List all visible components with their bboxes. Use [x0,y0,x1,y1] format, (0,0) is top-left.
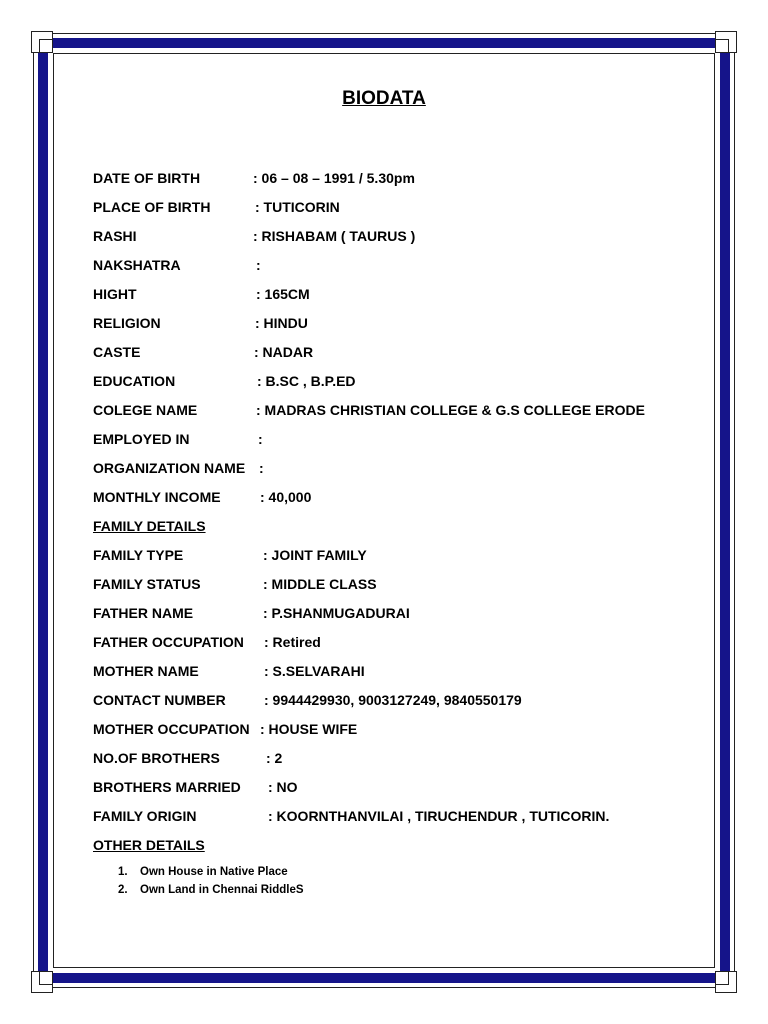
corner-ornament [31,31,61,61]
field-value: : B.SC , B.P.ED [257,373,356,389]
section-heading-row [93,833,713,862]
field-value: : KOORNTHANVILAI , TIRUCHENDUR , TUTICORIN. [268,808,610,824]
field-label: FAMILY STATUS [93,576,201,592]
field-row [93,456,713,485]
field-value: : HOUSE WIFE [260,721,358,737]
field-value: : JOINT FAMILY [263,547,367,563]
list-text: Own House in Native Place [140,866,288,878]
field-label: RASHI [93,228,137,244]
field-label: FAMILY TYPE [93,547,184,563]
field-value: : [258,431,263,447]
field-row [93,572,713,601]
field-label: ORGANIZATION NAME [93,460,246,476]
field-row [93,340,713,369]
field-value: : 9944429930, 9003127249, 9840550179 [264,692,522,708]
field-label: DATE OF BIRTH [93,170,201,186]
field-label: EMPLOYED IN [93,431,190,447]
field-value: : 165CM [256,286,310,302]
field-row [93,485,713,514]
field-value: : P.SHANMUGADURAI [263,605,410,621]
field-label: MONTHLY INCOME [93,489,221,505]
field-label: MOTHER OCCUPATION [93,721,250,737]
document-title: BIODATA [342,88,426,109]
list-text: Own Land in Chennai RiddleS [140,884,304,896]
field-value: : MADRAS CHRISTIAN COLLEGE & G.S COLLEGE ERODE [256,402,645,418]
field-row [93,746,713,775]
list-number: 1. [118,866,128,878]
field-label: NO.OF BROTHERS [93,750,220,766]
field-label: NAKSHATRA [93,257,181,273]
corner-ornament [31,963,61,993]
field-label: HIGHT [93,286,137,302]
field-value: : 40,000 [260,489,312,505]
field-row [93,282,713,311]
field-value: : NADAR [254,344,314,360]
field-label: CONTACT NUMBER [93,692,226,708]
field-row [93,630,713,659]
field-label: RELIGION [93,315,161,331]
field-label: FAMILY ORIGIN [93,808,197,824]
field-label: MOTHER NAME [93,663,199,679]
field-row [93,688,713,717]
corner-ornament [707,31,737,61]
corner-ornament [707,963,737,993]
field-value: : 06 – 08 – 1991 / 5.30pm [253,170,415,186]
field-label: FATHER NAME [93,605,194,621]
field-row [93,311,713,340]
field-value: : S.SELVARAHI [264,663,365,679]
field-row [93,659,713,688]
field-value: : MIDDLE CLASS [263,576,377,592]
field-row [93,543,713,572]
field-value: : Retired [264,634,321,650]
field-row [93,195,713,224]
family-details-heading: FAMILY DETAILS [93,518,206,534]
field-row [93,775,713,804]
field-row [93,398,713,427]
list-item [118,884,304,902]
field-row [93,253,713,282]
field-label: BROTHERS MARRIED [93,779,241,795]
list-item [118,866,304,884]
field-label: PLACE OF BIRTH [93,199,211,215]
field-row [93,224,713,253]
field-value: : NO [268,779,298,795]
biodata-fields [93,166,713,862]
field-label: FATHER OCCUPATION [93,634,244,650]
list-number: 2. [118,884,128,896]
field-label: COLEGE NAME [93,402,198,418]
other-details-list [118,866,304,902]
field-value: : [259,460,264,476]
field-value: : [256,257,261,273]
field-value: : HINDU [255,315,308,331]
document-title-wrap [0,88,768,110]
field-label: EDUCATION [93,373,176,389]
field-value: : TUTICORIN [255,199,340,215]
other-details-heading: OTHER DETAILS [93,837,205,853]
field-value: : 2 [266,750,283,766]
section-heading-row [93,514,713,543]
field-label: CASTE [93,344,141,360]
field-row [93,166,713,195]
field-row [93,427,713,456]
field-row [93,369,713,398]
field-row [93,601,713,630]
field-row [93,804,713,833]
field-value: : RISHABAM ( TAURUS ) [253,228,416,244]
field-row [93,717,713,746]
